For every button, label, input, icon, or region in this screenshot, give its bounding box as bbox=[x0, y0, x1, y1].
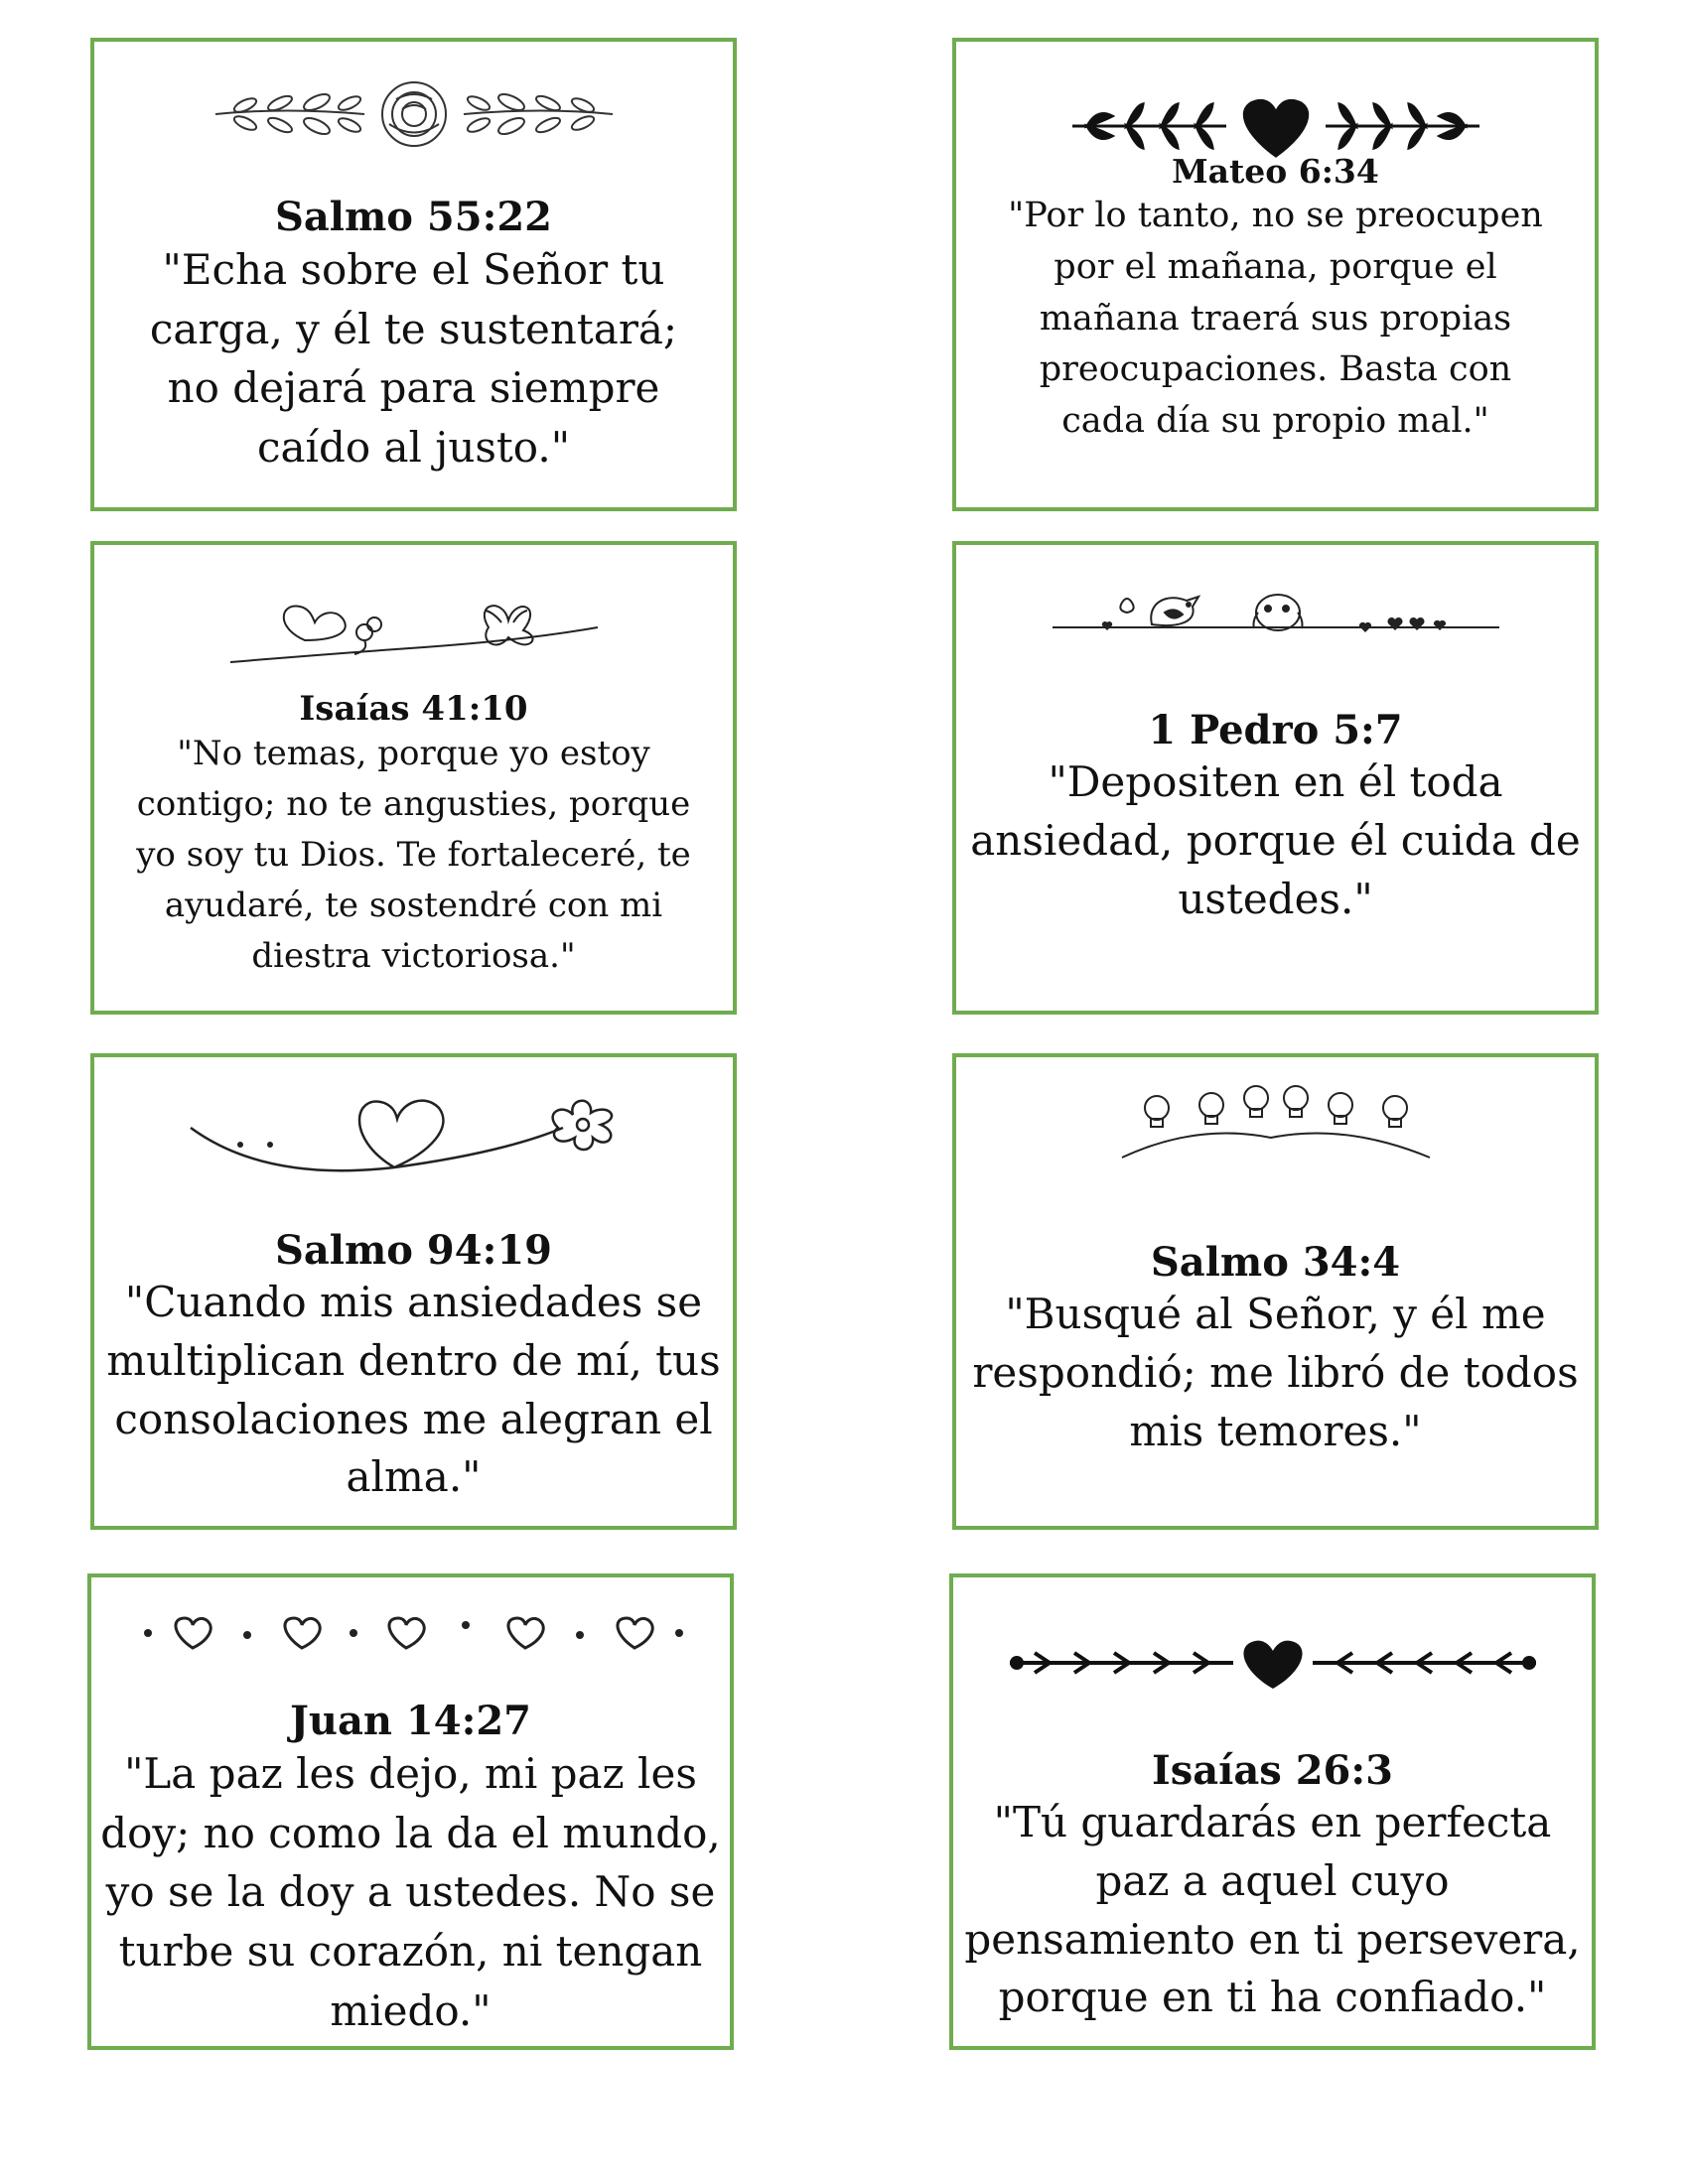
verse-line: turbe su corazón, ni tengan bbox=[118, 1926, 703, 1976]
verse-line: por el mañana, porque el bbox=[1054, 246, 1497, 287]
verse-text bbox=[150, 240, 677, 478]
verse-line: miedo." bbox=[330, 1985, 492, 2035]
dotted-hearts-icon bbox=[133, 1603, 689, 1663]
verse-reference: Salmo 34:4 bbox=[1150, 1239, 1401, 1286]
verse-line: ansiedad, porque él cuida de bbox=[970, 815, 1581, 865]
verse-line: "Depositen en él toda bbox=[1048, 757, 1503, 806]
verse-line: pensamiento en ti persevera, bbox=[964, 1914, 1581, 1964]
verse-line: consolaciones me alegran el bbox=[114, 1394, 713, 1443]
verse-card-salmo-94-19 bbox=[90, 1053, 737, 1530]
verse-card-salmo-55-22 bbox=[90, 38, 737, 511]
verse-line: "No temas, porque yo estoy bbox=[177, 734, 650, 774]
verse-line: mis temores." bbox=[1129, 1406, 1422, 1455]
verse-line: respondió; me libró de todos bbox=[972, 1347, 1579, 1397]
verse-line: alma." bbox=[346, 1452, 482, 1502]
verse-text bbox=[1008, 191, 1543, 448]
verse-card-juan-14-27 bbox=[87, 1573, 734, 2050]
verse-text bbox=[972, 1286, 1578, 1460]
verse-line: no dejará para siempre bbox=[167, 363, 660, 413]
floral-rose-laurel-icon bbox=[206, 69, 623, 159]
lightbulb-garland-icon bbox=[1117, 1083, 1435, 1162]
verse-line: "Tú guardarás en perfecta bbox=[993, 1798, 1552, 1846]
verse-line: contigo; no te angusties, porque bbox=[136, 784, 691, 825]
verse-line: ustedes." bbox=[1178, 874, 1373, 923]
birds-on-wire-icon bbox=[1048, 573, 1504, 642]
verse-line: "La paz les dejo, mi paz les bbox=[124, 1749, 697, 1798]
verse-card-mateo-6-34 bbox=[952, 38, 1599, 511]
verse-line: preocupaciones. Basta con bbox=[1039, 349, 1512, 390]
verse-line: "Cuando mis ansiedades se bbox=[124, 1278, 703, 1326]
verse-reference: Salmo 55:22 bbox=[274, 194, 553, 240]
verse-reference: Juan 14:27 bbox=[289, 1698, 532, 1744]
verse-card-isaias-41-10 bbox=[90, 541, 737, 1015]
verse-line: doy; no como la da el mundo, bbox=[100, 1808, 721, 1857]
verse-reference: Isaías 41:10 bbox=[299, 689, 528, 729]
verse-reference: Salmo 94:19 bbox=[274, 1227, 553, 1274]
heart-arrow-icon bbox=[1005, 1633, 1541, 1693]
verse-line: porque en ti ha confiado." bbox=[998, 1973, 1547, 2022]
heart-flower-swirl-icon bbox=[186, 1083, 642, 1182]
verse-line: carga, y él te sustentará; bbox=[149, 304, 678, 353]
verse-text bbox=[970, 753, 1581, 928]
verse-line: "Por lo tanto, no se preocupen bbox=[1008, 195, 1543, 235]
verse-line: mañana traerá sus propias bbox=[1039, 298, 1512, 339]
verse-line: multiplican dentro de mí, tus bbox=[106, 1335, 721, 1385]
verse-line: diestra victoriosa." bbox=[251, 936, 576, 977]
verse-card-salmo-34-4 bbox=[952, 1053, 1599, 1530]
verse-line: paz a aquel cuyo bbox=[1095, 1855, 1450, 1905]
heart-butterfly-icon bbox=[225, 593, 603, 672]
verse-line: yo se la doy a ustedes. No se bbox=[105, 1867, 716, 1917]
verse-line: yo soy tu Dios. Te fortaleceré, te bbox=[136, 835, 691, 876]
verse-card-isaias-26-3 bbox=[949, 1573, 1596, 2050]
verse-line: cada día su propio mal." bbox=[1061, 401, 1489, 442]
verse-text bbox=[106, 1274, 720, 1507]
verse-text bbox=[964, 1794, 1580, 2027]
verse-text bbox=[100, 1744, 721, 2040]
verse-reference: Mateo 6:34 bbox=[1172, 152, 1379, 191]
verse-text bbox=[136, 729, 691, 982]
verse-line: caído al justo." bbox=[256, 422, 571, 472]
verse-line: "Busqué al Señor, y él me bbox=[1005, 1290, 1546, 1338]
verse-line: ayudaré, te sostendré con mi bbox=[164, 886, 663, 926]
heart-leaves-arrow-icon bbox=[1067, 91, 1484, 161]
verse-reference: Isaías 26:3 bbox=[1152, 1747, 1393, 1794]
verse-card-1-pedro-5-7 bbox=[952, 541, 1599, 1015]
verse-reference: 1 Pedro 5:7 bbox=[1148, 707, 1403, 753]
verse-line: "Echa sobre el Señor tu bbox=[162, 245, 665, 294]
